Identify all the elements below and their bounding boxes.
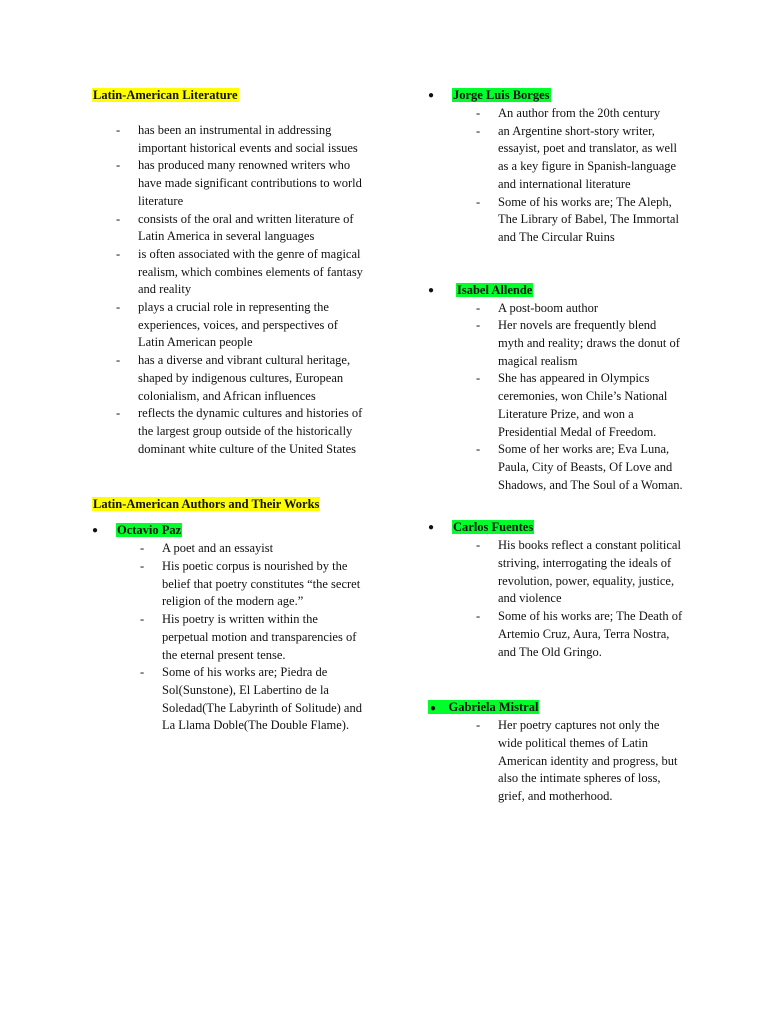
list-item: - His poetry is written within the perpetual motion and transparencies of the eternal present tense. bbox=[140, 612, 357, 662]
bullet-icon: ● bbox=[430, 703, 437, 715]
dash-marker: - bbox=[116, 246, 121, 261]
list-item: - A post-boom author bbox=[428, 300, 684, 318]
author-octavio-paz bbox=[92, 522, 364, 735]
list-item: - She has appeared in Olympics ceremonies, won Chile’s National Literature Prize, and won a Presidential Medal of Freedom. bbox=[476, 371, 668, 439]
bullet-icon: ● bbox=[92, 525, 99, 537]
literature-facts-list bbox=[92, 122, 364, 458]
dash-marker: - bbox=[476, 123, 481, 138]
bullet-icon: ● bbox=[428, 522, 435, 534]
dash-marker: - bbox=[116, 300, 121, 315]
list-item: - an Argentine short-story writer, essayist, poet and translator, as well as a key figure in Spanish-language and international literature bbox=[476, 123, 677, 191]
list-item: - An author from the 20th century bbox=[428, 105, 684, 123]
dash-marker: - bbox=[476, 609, 481, 624]
list-item: - Her poetry captures not only the wide political themes of Latin American identity and progress, but also the intimate spheres of loss, grief, and motherhood. bbox=[476, 718, 678, 804]
section-heading-latin-american-literature: Latin-American Literature bbox=[93, 88, 238, 102]
author-name: Gabriela Mistral bbox=[448, 700, 539, 715]
list-item: - Some of her works are; Eva Luna, Paula, City of Beasts, Of Love and Shadows, and The Soul of a Woman. bbox=[476, 442, 683, 492]
dash-marker: - bbox=[476, 538, 481, 553]
author-name: Carlos Fuentes bbox=[453, 520, 534, 535]
list-item: - Some of his works are; The Death of Artemio Cruz, Aura, Terra Nostra, and The Old Gringo. bbox=[476, 609, 683, 659]
dash-marker: - bbox=[476, 300, 481, 315]
dash-marker: - bbox=[116, 406, 121, 421]
dash-marker: - bbox=[476, 718, 481, 733]
author-carlos-fuentes bbox=[428, 519, 684, 661]
list-item: - His poetic corpus is nourished by the belief that poetry constitutes “the secret religion of the modern age.” bbox=[140, 559, 361, 609]
section-heading-authors-and-works: Latin-American Authors and Their Works bbox=[93, 497, 320, 512]
dash-marker: - bbox=[140, 541, 145, 556]
dash-marker: - bbox=[116, 158, 121, 173]
dash-marker: - bbox=[476, 318, 481, 333]
list-item: - Her novels are frequently blend myth and reality; draws the donut of magical realism bbox=[476, 318, 680, 368]
dash-marker: - bbox=[140, 559, 145, 574]
author-name: Octavio Paz bbox=[117, 523, 182, 538]
list-item: - has a diverse and vibrant cultural heritage, shaped by indigenous cultures, European colonialism, and African influences bbox=[116, 353, 351, 403]
list-item: - reflects the dynamic cultures and histories of the largest group outside of the historically dominant white culture of the United States bbox=[116, 406, 363, 456]
dash-marker: - bbox=[116, 211, 121, 226]
dash-marker: - bbox=[476, 371, 481, 386]
author-jorge-luis-borges bbox=[428, 87, 684, 247]
author-gabriela-mistral bbox=[428, 699, 684, 806]
dash-marker: - bbox=[140, 665, 145, 680]
author-name: Jorge Luis Borges bbox=[453, 88, 550, 102]
dash-marker: - bbox=[476, 194, 481, 209]
list-item: - Some of his works are; The Aleph, The Library of Babel, The Immortal and The Circular Ruins bbox=[476, 194, 679, 244]
author-name: Isabel Allende bbox=[457, 282, 533, 297]
list-item: - A poet and an essayist bbox=[92, 540, 364, 558]
left-column bbox=[92, 87, 364, 735]
author-isabel-allende bbox=[428, 282, 684, 495]
list-item: - consists of the oral and written literature of Latin America in several languages bbox=[116, 211, 354, 244]
list-item: - Some of his works are; Piedra de Sol(Sunstone), El Labertino de la Soledad(The Labyrinth of Solitude) and La Llama Doble(The Double Flame). bbox=[140, 665, 362, 733]
dash-marker: - bbox=[116, 353, 121, 368]
dash-marker: - bbox=[476, 106, 481, 120]
dash-marker: - bbox=[116, 123, 121, 137]
right-column bbox=[428, 87, 684, 806]
bullet-icon: ● bbox=[428, 284, 435, 296]
list-item: - has been an instrumental in addressing important historical events and social issues bbox=[116, 123, 358, 155]
dash-marker: - bbox=[476, 442, 481, 457]
list-item: - plays a crucial role in representing the experiences, voices, and perspectives of Latin American people bbox=[116, 300, 338, 350]
bullet-icon: ● bbox=[428, 90, 435, 101]
list-item: - His books reflect a constant political striving, interrogating the ideals of revolution, power, equality, justice, and violence bbox=[476, 538, 681, 606]
list-item: - has produced many renowned writers who have made significant contributions to world literature bbox=[116, 158, 362, 208]
list-item: - is often associated with the genre of magical realism, which combines elements of fantasy and reality bbox=[116, 246, 363, 297]
dash-marker: - bbox=[140, 612, 145, 627]
